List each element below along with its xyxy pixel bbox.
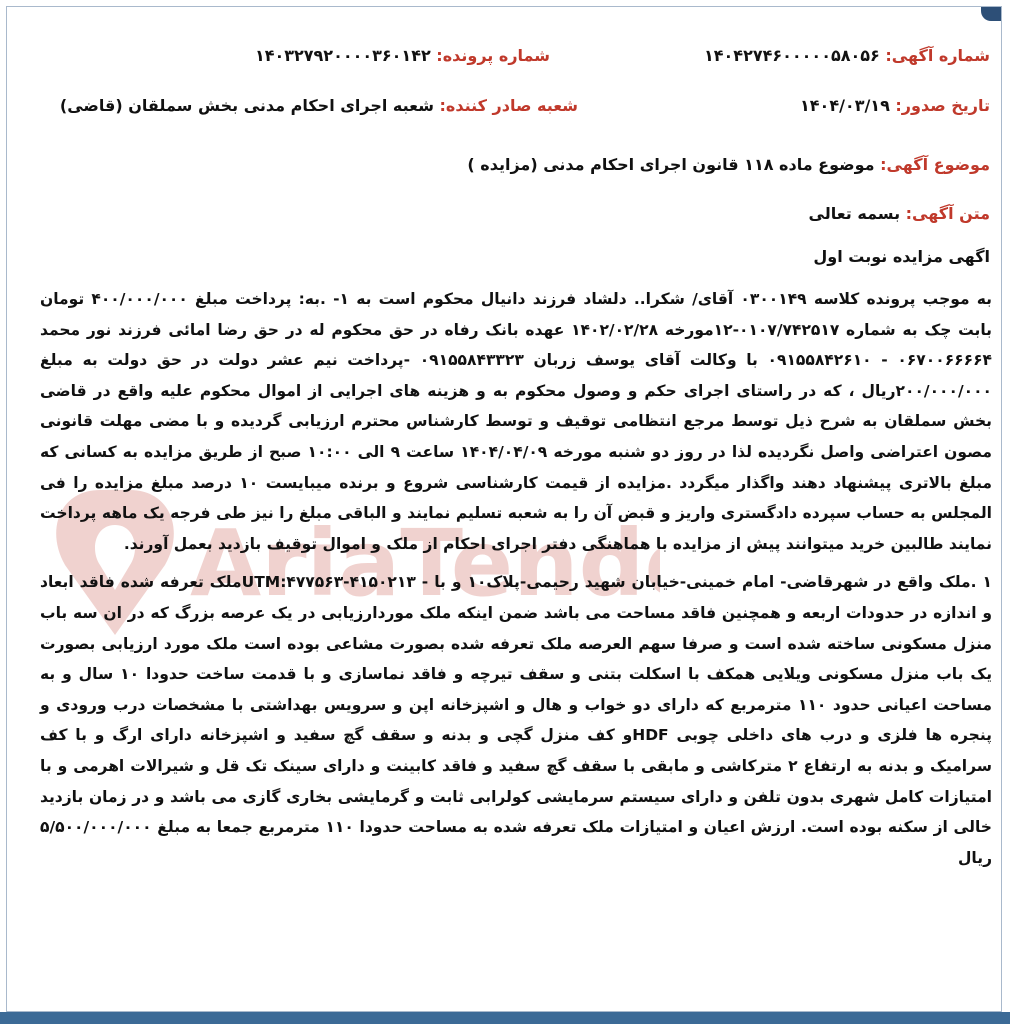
ad-number-label: شماره آگهی: xyxy=(885,46,990,65)
notice-text-value: بسمه تعالی xyxy=(808,204,901,223)
paragraph-property: ۱ .ملک واقع در شهرقاضی- امام خمینی-خیابان شهید رحیمی-پلاک۱۰ و با - UTM:۴۷۷۵۶۳-۴۱۵۰۲۱۳ملک تعرفه شده فاقد ابعاد و اندازه در حدودات اربعه و همچنین فاقد مساحت می باشد ضمن اینکه ملک موردارزیابی در یک عرصه بزرگ که در ان سه باب منزل مسکونی ساخته شده است و صرفا سهم العرصه ملک تعرفه شده بصورت مشاعی بوده است ملک مورد ارزیابی بصورت یک باب منزل مسکونی ویلایی همکف با اسکلت بتنی و سقف تیرچه و فاقد نماسازی و با قدمت ساخت حدودا ۱۰ سال و به مساحت اعیانی حدود ۱۱۰ مترمربع که دارای دو خواب و هال و اشپزخانه اپن و سرویس بهداشتی با مشخصات درب ورودی و پنجره ها فلزی و درب های داخلی چوبی HDFو کف منزل گچی و بدنه و سقف گچ سفید و اشپزخانه دارای ارگ و با کف سرامیک و بدنه به ارتفاع ۲ مترکاشی و مابقی با سقف گچ سفید و فاقد کابینت و دارای سینک تک قل و شیرالات اهرمی و با امتیازات کامل شهری بدون تلفن و دارای سیستم سرمایشی کولرابی ثابت و گرمایشی بخاری گازی می باشد و در زمان بازدید خالی از سکنه بوده است. ارزش اعیان و امتیازات ملک تعرفه شده به مساحت حدودا ۱۱۰ مترمربع جمعا به مبلغ ۵/۵۰۰/۰۰۰/۰۰۰ ریال xyxy=(40,573,993,867)
subject xyxy=(467,155,990,174)
ad-number xyxy=(704,46,990,65)
file-number xyxy=(255,46,550,65)
notice-text-label: متن آگهی: xyxy=(905,204,990,223)
paragraph-judgment: به موجب پرونده کلاسه ۰۳۰۰۱۴۹ آقای/ شکرا.. دلشاد فرزند دانیال محکوم است به ۱- .به: پرداخت مبلغ ۴۰۰/۰۰۰/۰۰۰ تومان بابت چک به شماره ۰۱۰۷/۷۴۲۵۱۷-۱۲مورخه ۱۴۰۲/۰۲/۲۸ عهده بانک رفاه در حق محکوم له در حق رضا امائی فرزند نور محمد ۰۶۷۰۰۶۶۶۶۴ - ۰۹۱۵۵۸۴۲۶۱۰ با وکالت آقای یوسف زربان ۰۹۱۵۵۸۴۳۳۲۳ -پرداخت نیم عشر دولت در حق دولت به مبلغ ۲۰۰/۰۰۰/۰۰۰ریال ، که در راستای اجرای حکم و وصول محکوم به و هزینه های اجرایی از اموال محکوم علیه واقع در قاضی بخش سملقان به شرح ذیل توسط مرجع انتظامی توقیف و توسط کارشناس محترم ارزیابی گردیده و با مضی مهلت قانونی مصون اعتراضی واصل نگردیده لذا در روز دو شنبه مورخه ۱۴۰۴/۰۴/۰۹ ساعت ۹ الی ۱۰:۰۰ صبح از طریق مزایده به کسانی که مبلغ بالاتری پیشنهاد دهند واگذار میگردد .مزایده از قیمت کارشناسی شروع و برنده میبایست ۱۰ درصد مبلغ مزایده را فی المجلس به حساب سپرده دادگستری واریز و قبض آن را به شعبه تسلیم نمایند و الباقی مبلغ را نیز طی فرجه یک ماهه پرداخت نمایند طالبین خرید میتوانند پیش از مزایده با هماهنگی دفتر اجرای احکام از ملک و اموال توقیف بازدید بعمل آورند. xyxy=(40,290,993,553)
issuer xyxy=(60,96,578,115)
watermark-text: AriaTend xyxy=(190,510,645,617)
file-number-value: ۱۴۰۳۲۷۹۲۰۰۰۰۳۶۰۱۴۲ xyxy=(254,46,431,65)
issue-date-label: تاریخ صدور: xyxy=(895,96,990,115)
notice-body xyxy=(40,284,992,873)
notice-text xyxy=(809,204,990,223)
issue-date xyxy=(800,96,990,115)
issue-date-value: ۱۴۰۴/۰۳/۱۹ xyxy=(800,96,890,115)
close-icon[interactable] xyxy=(981,7,1001,21)
auction-title: اگهی مزایده نوبت اول xyxy=(813,247,990,266)
subject-label: موضوع آگهی: xyxy=(880,155,990,174)
issuer-value: شعبه اجرای احکام مدنی بخش سملقان (قاضی) xyxy=(59,96,434,115)
subject-value: موضوع ماده ۱۱۸ قانون اجرای احکام مدنی (مزایده ) xyxy=(467,155,875,174)
file-number-label: شماره پرونده: xyxy=(436,46,550,65)
issuer-label: شعبه صادر کننده: xyxy=(439,96,578,115)
ad-number-value: ۱۴۰۴۲۷۴۶۰۰۰۰۰۵۸۰۵۶ xyxy=(704,46,880,65)
bottom-bar xyxy=(0,1012,1010,1024)
